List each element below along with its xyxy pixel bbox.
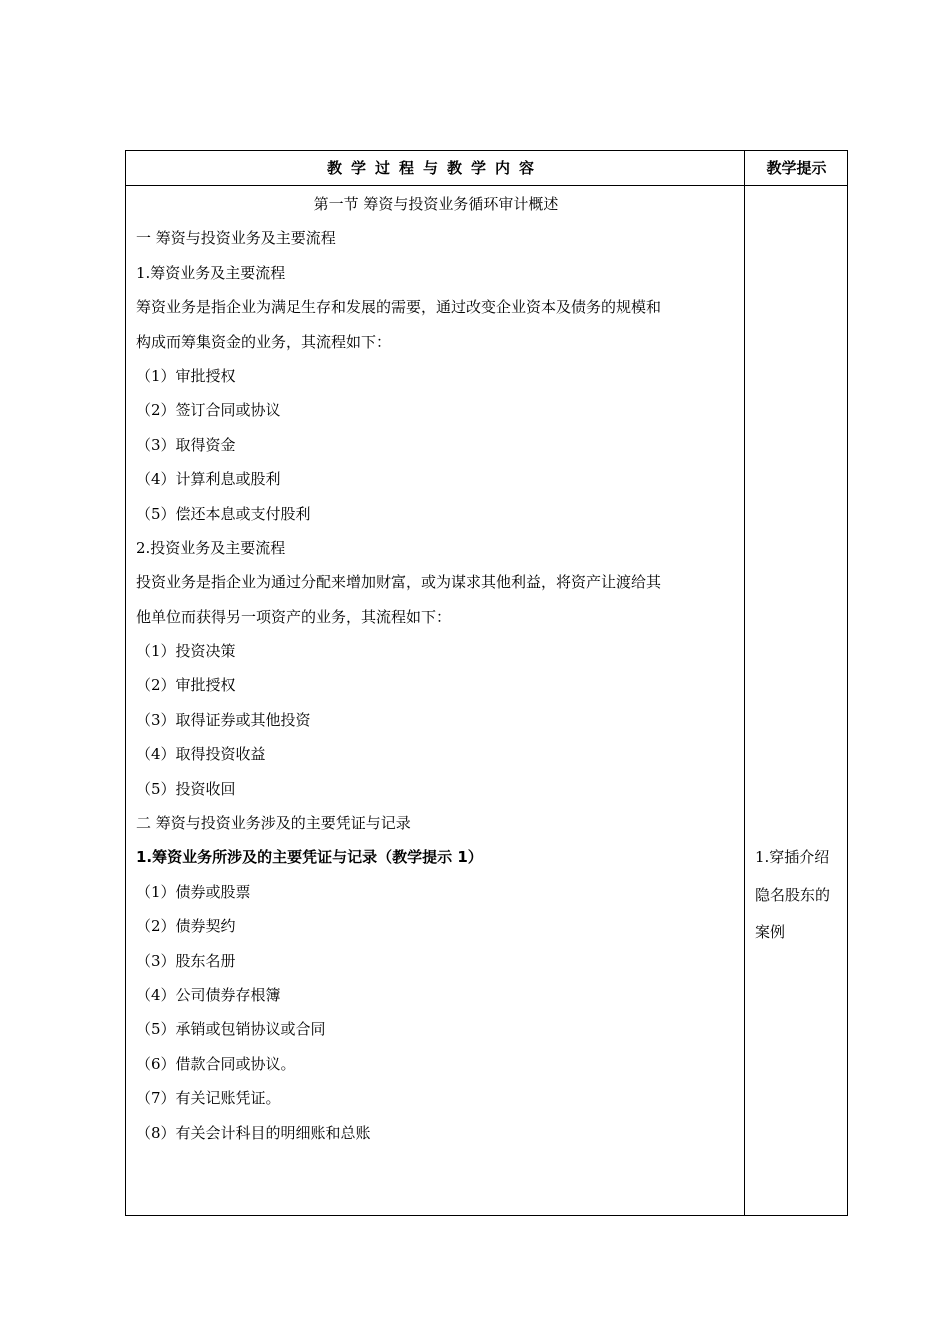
list-item: （1）审批授权 xyxy=(136,366,236,385)
heading-2: 二 筹资与投资业务涉及的主要凭证与记录 xyxy=(136,814,411,833)
list-item: （3）取得资金 xyxy=(136,435,236,454)
subheading-investment: 2.投资业务及主要流程 xyxy=(136,538,286,557)
table-header-row xyxy=(126,151,847,186)
list-item: （1）债券或股票 xyxy=(136,882,251,901)
column-divider xyxy=(744,151,745,1215)
list-item: （7）有关记账凭证。 xyxy=(136,1089,281,1108)
header-teaching-content: 教学过程与教学内容 xyxy=(326,159,543,177)
tip-line: 隐名股东的 xyxy=(755,885,831,904)
list-item: （4）公司债券存根簿 xyxy=(136,985,281,1004)
teaching-tip-cell xyxy=(755,839,845,952)
header-teaching-tips: 教学提示 xyxy=(766,159,827,177)
list-item: （5）投资收回 xyxy=(136,779,236,798)
paragraph-line: 筹资业务是指企业为满足生存和发展的需要，通过改变企业资本及债务的规模和 xyxy=(136,298,662,317)
heading-1: 一 筹资与投资业务及主要流程 xyxy=(136,229,336,248)
list-item: （3）股东名册 xyxy=(136,951,236,970)
tip-line: 1.穿插介绍 xyxy=(755,848,830,866)
list-item: （2）审批授权 xyxy=(136,676,236,695)
paragraph-line: 构成而筹集资金的业务，其流程如下： xyxy=(136,332,392,351)
list-item: （4）取得投资收益 xyxy=(136,745,266,764)
paragraph-line: 投资业务是指企业为通过分配来增加财富，或为谋求其他利益，将资产让渡给其 xyxy=(136,573,662,592)
list-item: （5）偿还本息或支付股利 xyxy=(136,504,311,523)
paragraph-line: 他单位而获得另一项资产的业务，其流程如下： xyxy=(136,607,452,626)
tip-line: 案例 xyxy=(755,923,786,941)
list-item: （5）承销或包销协议或合同 xyxy=(136,1020,326,1039)
list-item: （8）有关会计科目的明细账和总账 xyxy=(136,1123,371,1142)
subheading-financing-documents: 1.筹资业务所涉及的主要凭证与记录（教学提示 1） xyxy=(136,848,483,867)
list-item: （6）借款合同或协议。 xyxy=(136,1054,296,1073)
list-item: （2）签订合同或协议 xyxy=(136,401,281,420)
subheading-financing: 1.筹资业务及主要流程 xyxy=(136,263,286,282)
list-item: （1）投资决策 xyxy=(136,642,236,661)
teaching-content-cell xyxy=(136,187,736,1150)
list-item: （2）债券契约 xyxy=(136,917,236,936)
lesson-table xyxy=(125,150,848,1216)
section-title: 第一节 筹资与投资业务循环审计概述 xyxy=(313,195,559,213)
list-item: （3）取得证券或其他投资 xyxy=(136,710,311,729)
list-item: （4）计算利息或股利 xyxy=(136,470,281,489)
